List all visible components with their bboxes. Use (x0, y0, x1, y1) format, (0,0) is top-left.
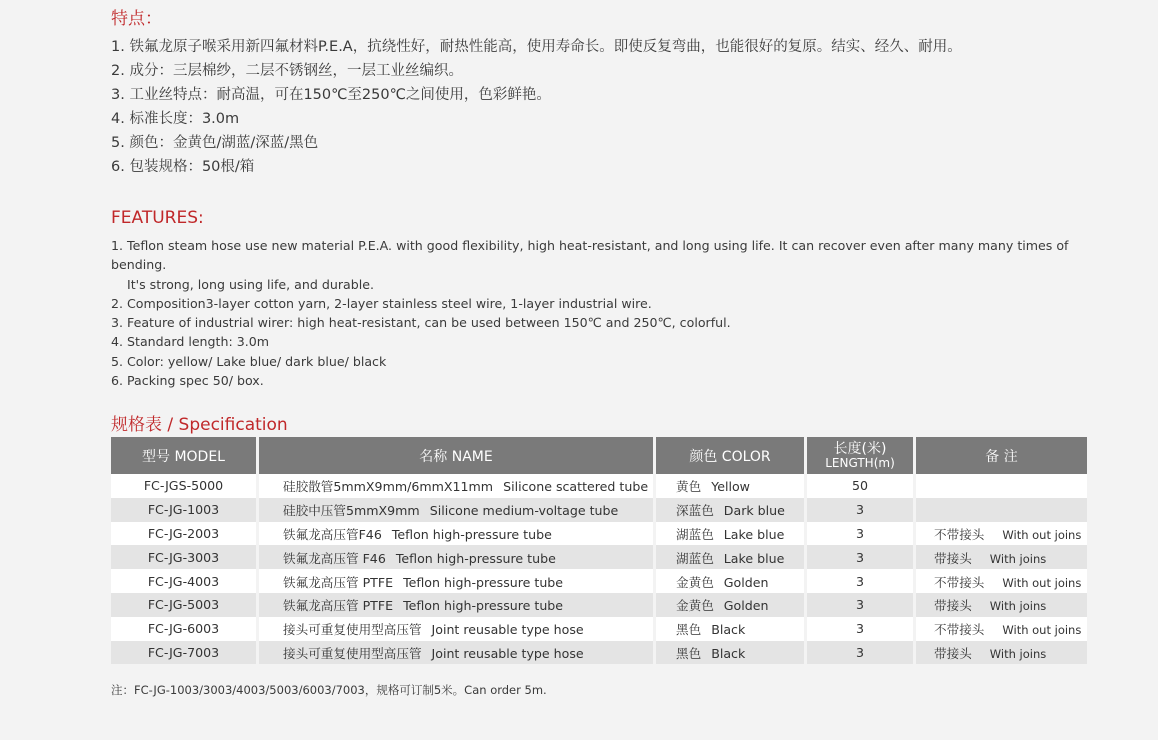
spec-title: 规格表 / Specification (111, 415, 288, 435)
cell-name-en: Teflon high-pressure tube (403, 598, 564, 614)
cell-color-en: Golden (723, 574, 769, 590)
cell-color-cn: 湖蓝色 (676, 526, 714, 542)
cell-color-en: Lake blue (723, 526, 785, 542)
cell-name-en: Silicone scattered tube (503, 479, 649, 495)
cn-feature-item: 4. 标准长度：3.0m (111, 111, 240, 127)
en-feature-item: 3. Feature of industrial wirer: high heat-resistant, can be used between 150℃ and 250℃, colorful. (111, 315, 731, 331)
cell-name (259, 593, 656, 617)
table-row (111, 641, 1087, 665)
cell-name-en: Teflon high-pressure tube (395, 550, 556, 566)
cell-name (259, 617, 656, 641)
cell-name (259, 498, 656, 522)
cell-length: 50 (807, 474, 916, 498)
cell-name (259, 641, 656, 665)
cn-feature-item: 6. 包装规格：50根/箱 (111, 159, 255, 175)
cell-model: FC-JG-2003 (111, 522, 259, 546)
cell-remark (916, 569, 1087, 593)
cell-color-en: Black (711, 622, 746, 638)
cell-model: FC-JG-6003 (111, 617, 259, 641)
cell-color-en: Lake blue (723, 550, 785, 566)
cell-name-en: Joint reusable type hose (431, 622, 584, 638)
en-features-title: FEATURES: (111, 208, 204, 228)
cell-remark (916, 617, 1087, 641)
cell-color-cn: 湖蓝色 (676, 550, 714, 566)
table-row (111, 569, 1087, 593)
cell-name-cn: 铁氟龙高压管 PTFE (283, 574, 394, 590)
cell-length: 3 (807, 545, 916, 569)
cell-remark-en: With joins (989, 599, 1047, 614)
en-feature-continuation: It's strong, long using life, and durable. (127, 276, 374, 292)
cell-length: 3 (807, 569, 916, 593)
cell-color (656, 593, 807, 617)
cell-color (656, 498, 807, 522)
table-row (111, 593, 1087, 617)
table-row (111, 522, 1087, 546)
cell-color (656, 522, 807, 546)
cell-name-cn: 硅胶散管5mmX9mm/6mmX11mm (283, 479, 494, 495)
en-feature-item: 6. Packing spec 50/ box. (111, 373, 264, 389)
cell-remark (916, 498, 1087, 522)
cell-color-en: Yellow (711, 479, 750, 495)
cn-features-list (111, 35, 962, 179)
cell-color-cn: 金黄色 (676, 574, 714, 590)
cell-name (259, 474, 656, 498)
cell-remark-cn: 不带接头 (934, 622, 985, 638)
cell-name (259, 522, 656, 546)
cell-color-cn: 黄色 (676, 479, 702, 495)
cell-name-cn: 硅胶中压管5mmX9mm (283, 503, 420, 519)
cell-name-cn: 铁氟龙高压管 F46 (283, 550, 386, 566)
cell-color (656, 641, 807, 665)
header-length-cn: 长度(米) (833, 441, 887, 457)
en-feature-line: 1. Teflon steam hose use new material P.E.A. with good flexibility, high heat-resistant, and long using life. It can recover even after many many times of bending. (111, 238, 1069, 273)
en-features-list (111, 236, 1121, 390)
cn-feature-item: 1. 铁氟龙原子喉采用新四氟材料P.E.A，抗绕性好，耐热性能高，使用寿命长。即使反复弯曲，也能很好的复原。结实、经久、耐用。 (111, 39, 962, 55)
cell-name-cn: 铁氟龙高压管 PTFE (283, 598, 394, 614)
cell-remark-cn: 带接头 (934, 550, 972, 566)
en-feature-item (111, 236, 1121, 294)
cell-name-en: Joint reusable type hose (431, 645, 584, 661)
cn-feature-item: 3. 工业丝特点：耐高温，可在150℃至250℃之间使用，色彩鲜艳。 (111, 87, 551, 103)
cell-length: 3 (807, 522, 916, 546)
spec-header-row (111, 437, 1087, 474)
cn-feature-item: 2. 成分：三层棉纱，二层不锈钢丝，一层工业丝编织。 (111, 63, 463, 79)
cell-remark (916, 641, 1087, 665)
cell-name-en: Teflon high-pressure tube (403, 574, 564, 590)
cell-remark-en: With joins (989, 646, 1047, 661)
footnote: 注：FC-JG-1003/3003/4003/5003/6003/7003，规格可订制5米。Can order 5m. (111, 683, 547, 697)
cell-remark-cn: 不带接头 (934, 574, 985, 590)
table-row (111, 498, 1087, 522)
cell-remark-cn: 带接头 (934, 645, 972, 661)
cn-features-title: 特点： (111, 9, 162, 29)
header-color: 颜色 COLOR (656, 437, 807, 474)
cell-name (259, 545, 656, 569)
cell-color (656, 474, 807, 498)
cell-length: 3 (807, 617, 916, 641)
en-feature-item: 4. Standard length: 3.0m (111, 334, 269, 350)
cell-color-cn: 黑色 (676, 622, 702, 638)
cell-remark-en: With out joins (1002, 575, 1082, 590)
cell-remark (916, 593, 1087, 617)
cell-name-cn: 接头可重复使用型高压管 (283, 622, 422, 638)
cell-remark-en: With out joins (1002, 527, 1082, 542)
cell-name-en: Teflon high-pressure tube (391, 526, 552, 542)
cell-model: FC-JG-3003 (111, 545, 259, 569)
cell-remark (916, 522, 1087, 546)
spec-table (111, 437, 1087, 664)
cell-name (259, 569, 656, 593)
cell-color-en: Black (711, 645, 746, 661)
cell-name-cn: 接头可重复使用型高压管 (283, 645, 422, 661)
cell-color (656, 545, 807, 569)
cell-remark-cn: 不带接头 (934, 526, 985, 542)
cell-color-cn: 深蓝色 (676, 503, 714, 519)
cell-length: 3 (807, 593, 916, 617)
cell-color-cn: 金黄色 (676, 598, 714, 614)
header-length (807, 437, 916, 474)
en-feature-item: 2. Composition3-layer cotton yarn, 2-layer stainless steel wire, 1-layer industrial wire. (111, 295, 652, 311)
header-name: 名称 NAME (259, 437, 656, 474)
cell-model: FC-JG-5003 (111, 593, 259, 617)
cell-remark (916, 474, 1087, 498)
en-feature-item: 5. Color: yellow/ Lake blue/ dark blue/ black (111, 353, 387, 369)
cell-color-en: Dark blue (723, 503, 785, 519)
cell-remark-cn: 带接头 (934, 598, 972, 614)
table-row (111, 474, 1087, 498)
cell-name-en: Silicone medium-voltage tube (429, 503, 619, 519)
cell-model: FC-JG-4003 (111, 569, 259, 593)
cell-remark (916, 545, 1087, 569)
cn-feature-item: 5. 颜色：金黄色/湖蓝/深蓝/黑色 (111, 135, 319, 151)
cell-color (656, 569, 807, 593)
cell-color-en: Golden (723, 598, 769, 614)
cell-length: 3 (807, 498, 916, 522)
cell-model: FC-JGS-5000 (111, 474, 259, 498)
header-model: 型号 MODEL (111, 437, 259, 474)
cell-length: 3 (807, 641, 916, 665)
cell-color-cn: 黑色 (676, 645, 702, 661)
cell-name-cn: 铁氟龙高压管F46 (283, 526, 382, 542)
table-row (111, 617, 1087, 641)
cell-color (656, 617, 807, 641)
header-remark: 备 注 (916, 437, 1087, 474)
cell-remark-en: With out joins (1002, 623, 1082, 638)
cell-remark-en: With joins (989, 551, 1047, 566)
cell-model: FC-JG-1003 (111, 498, 259, 522)
table-row (111, 545, 1087, 569)
header-length-en: LENGTH(m) (825, 456, 895, 470)
cell-model: FC-JG-7003 (111, 641, 259, 665)
